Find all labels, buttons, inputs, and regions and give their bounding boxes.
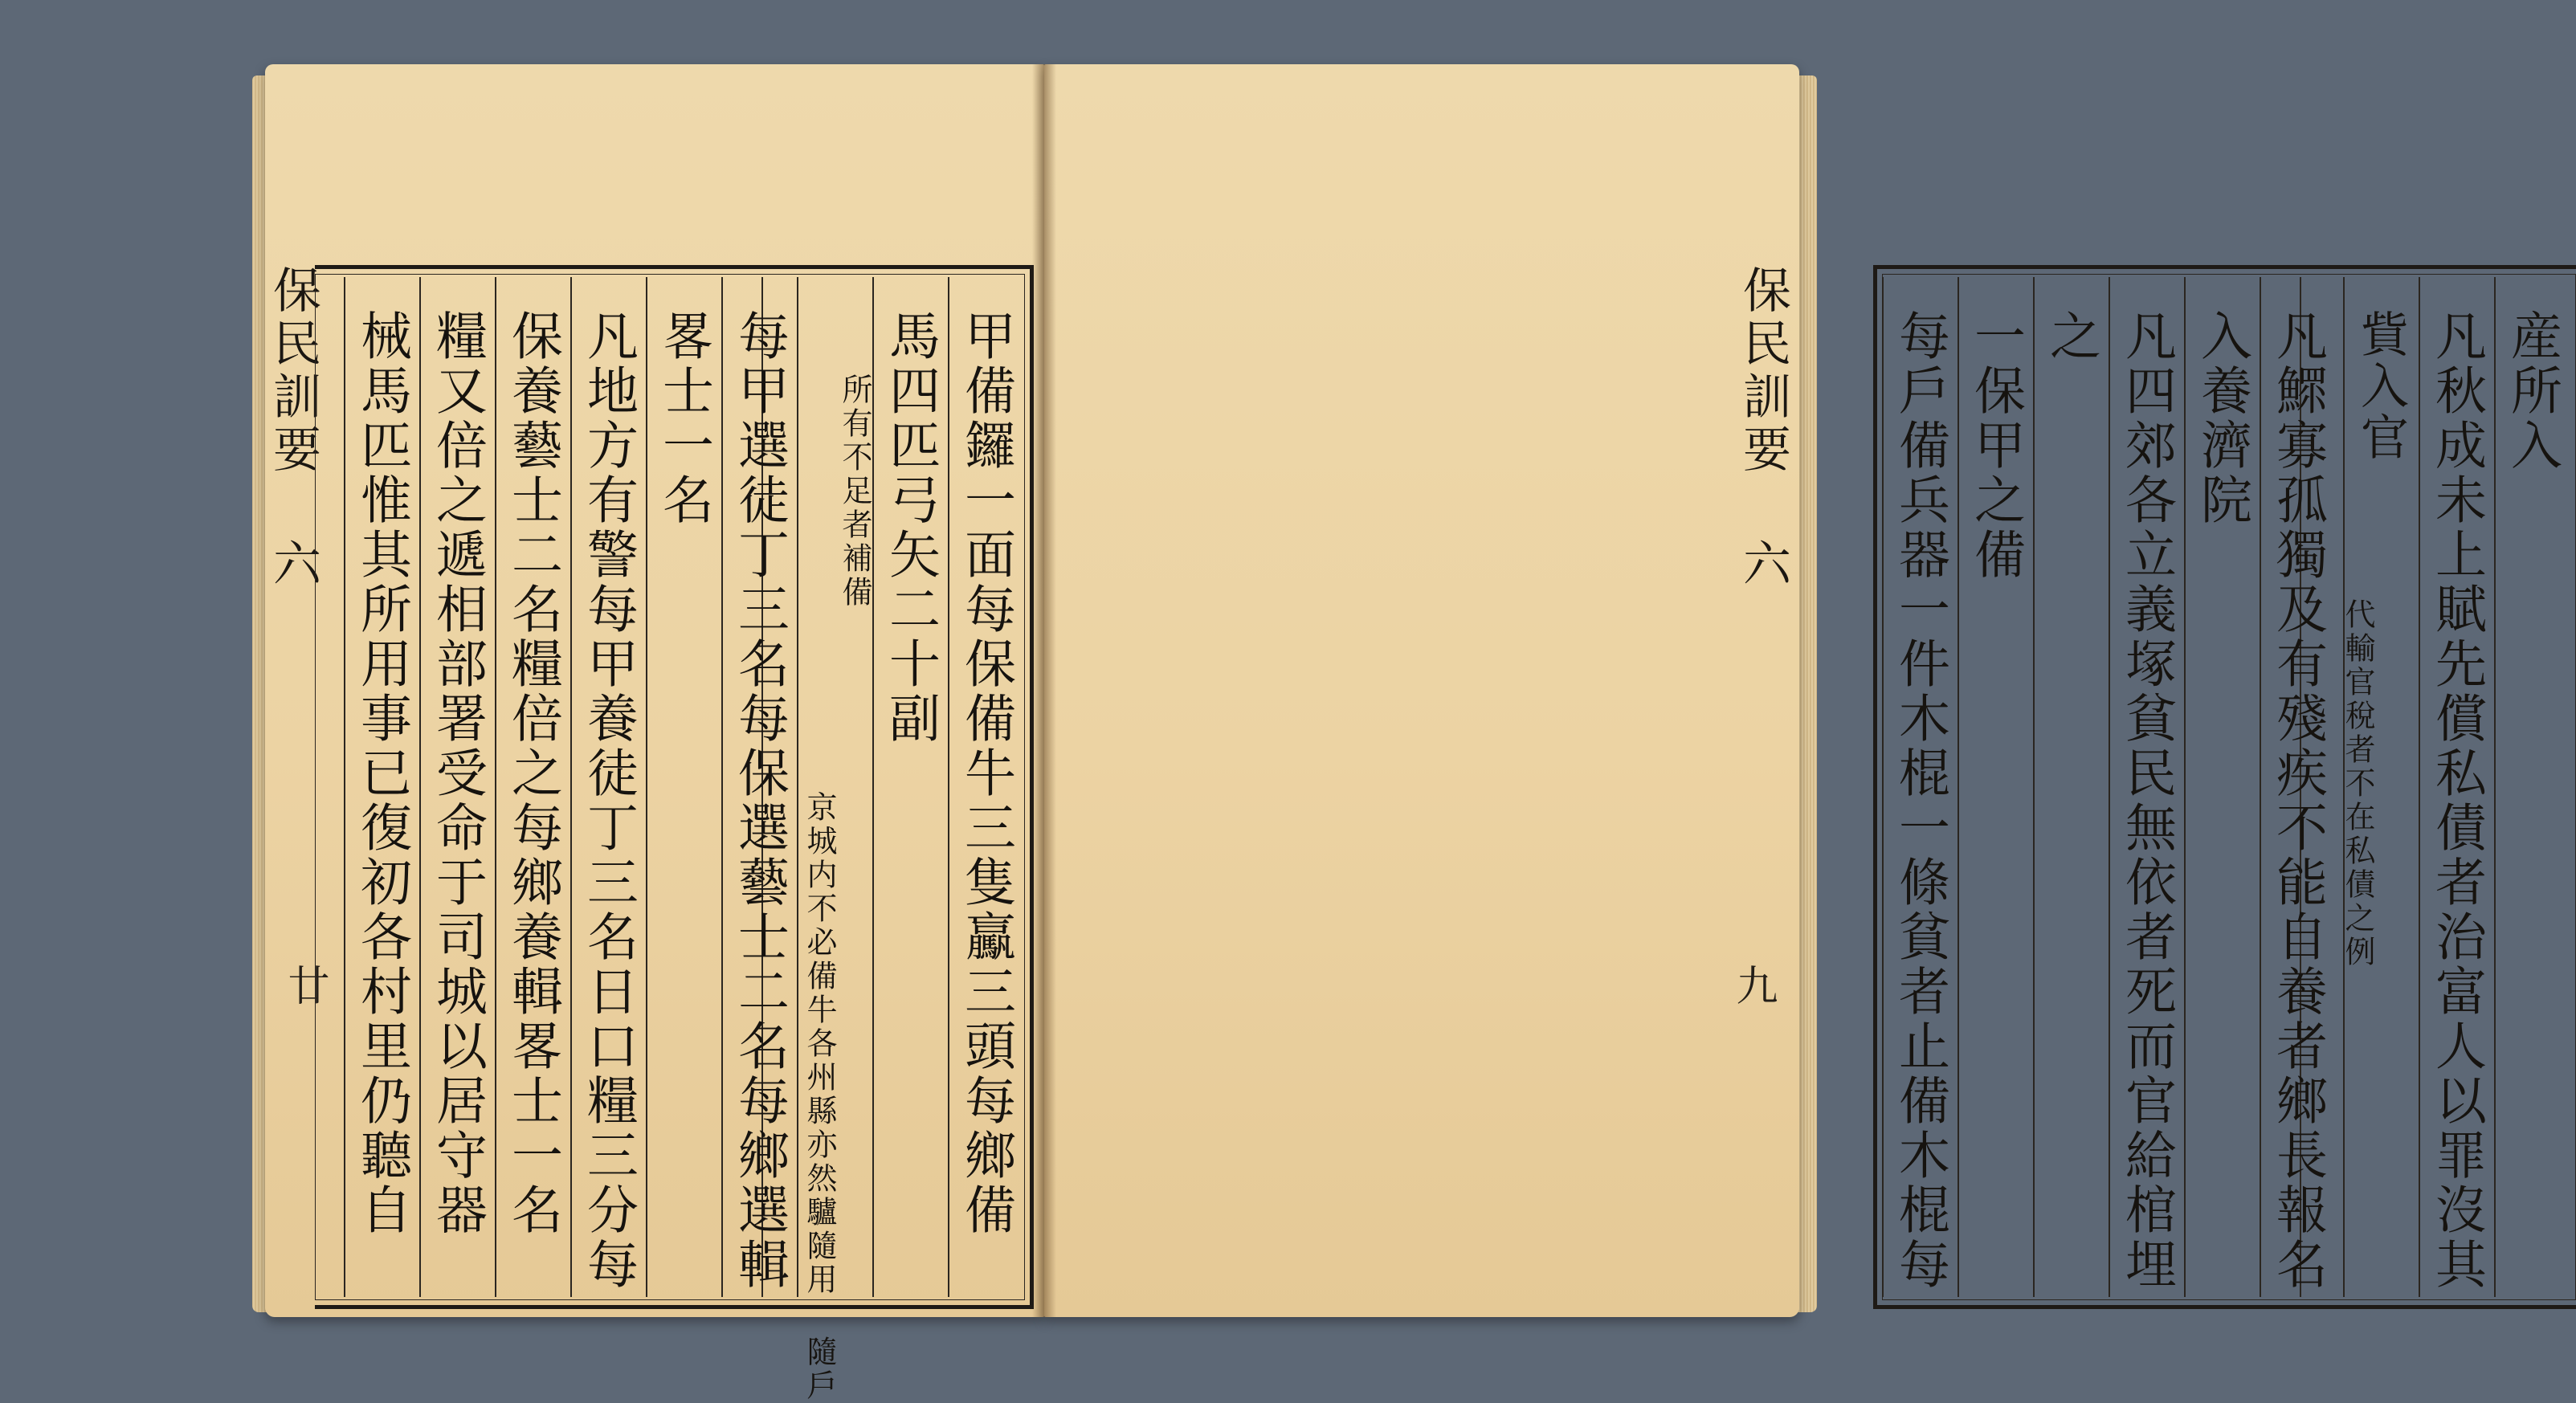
right-column-8: 之 xyxy=(2033,277,2109,1297)
right-page-folio: 九 xyxy=(1729,964,1777,1005)
right-column-3: 貲入官 xyxy=(2343,277,2419,1297)
left-column-6: 畧士一名 xyxy=(646,277,721,1297)
right-column-2: 凡秋成未上賦先償私債者治富人以罪沒其 xyxy=(2419,277,2494,1297)
right-column-7: 凡四郊各立義塚貧民無依者死而官給棺埋 xyxy=(2109,277,2184,1297)
right-page xyxy=(1044,64,2562,1317)
left-page-folio: 廿 xyxy=(280,964,329,1005)
right-column-10: 每戶備兵器一件木棍一條貧者止備木棍每 xyxy=(1882,277,1958,1297)
left-column-7: 凡地方有警每甲養徒丁三名日口糧三分每 xyxy=(570,277,646,1297)
open-book xyxy=(241,48,2562,1403)
right-text-frame xyxy=(1873,265,2576,1309)
right-column-9: 一保甲之備 xyxy=(1958,277,2033,1297)
left-column-4-note: 京城内不必備牛各州縣亦然驢隨用 隨戶 xyxy=(761,277,837,1297)
left-column-2: 馬四匹弓矢二十副 xyxy=(872,277,948,1297)
left-page xyxy=(265,64,1044,1403)
left-column-5: 每甲選徒丁三名每保選藝士二名每鄉選輯 xyxy=(721,277,797,1297)
right-page-banner: 保民訓要 六 xyxy=(1735,265,1791,591)
left-column-9: 糧又倍之遞相部署受命于司城以居守器 xyxy=(419,277,495,1297)
left-column-8: 保養藝士二名糧倍之每鄉養輯畧士一名 xyxy=(495,277,570,1297)
book-gutter xyxy=(1032,64,1056,1317)
right-column-1: 産所入 xyxy=(2494,277,2570,1297)
left-column-1: 甲備鑼一面每保備牛三隻驘三頭每鄉備 xyxy=(948,277,1023,1297)
left-page-banner: 保民訓要 六 xyxy=(265,265,321,591)
right-column-6: 入養濟院 xyxy=(2184,277,2260,1297)
left-text-frame xyxy=(315,265,1034,1403)
right-column-5: 凡鰥寡孤獨及有殘疾不能自養者鄉長報名 xyxy=(2260,277,2335,1297)
page-stack-right xyxy=(1798,75,1817,1312)
right-column-4-note: 代輸官稅者不在私債之例 xyxy=(2300,277,2375,1297)
left-column-3-note: 所有不足者補備 xyxy=(797,277,872,1297)
left-column-10: 械馬匹惟其所用事已復初各村里仍聽自 xyxy=(344,277,419,1297)
